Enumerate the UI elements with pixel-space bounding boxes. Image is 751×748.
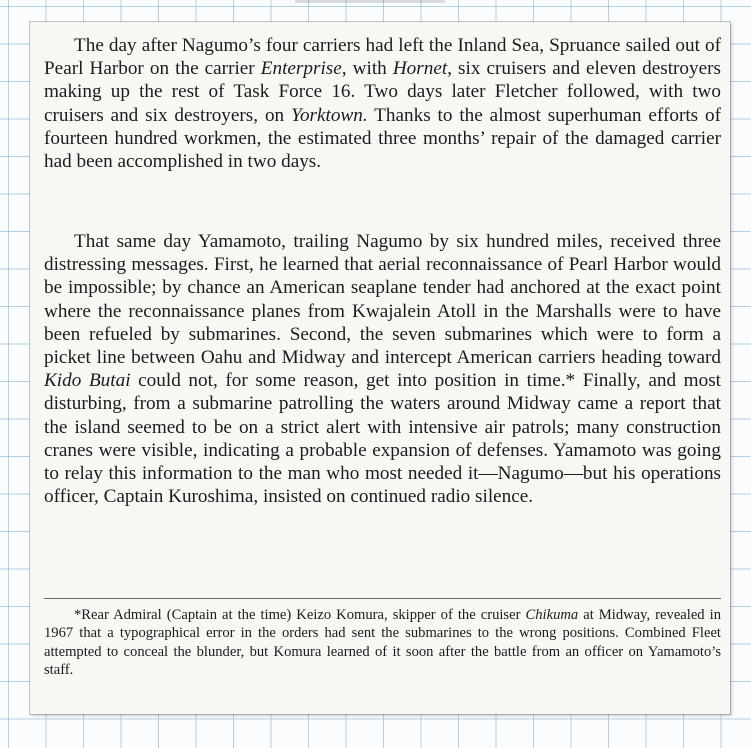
ship-name-enterprise: Enterprise, [260,58,347,80]
text-span: could not, for some reason, get into position in time.* Finally, and most disturbing, from a submarine patrolling the waters around Midway came a report that the island seemed to be on a strict alert with intensive air patrols; many construction cranes were visible, indicating a probable expansion of defenses. Yamamoto was going to relay this information to the man who most needed it—Nagumo—but his operations officer, Captain Kuroshima, insisted on continued radio silence. [44,370,721,508]
book-page-clipping [30,22,730,714]
ship-name-chikuma: Chikuma [525,607,579,623]
footnote-divider [44,598,721,599]
text-span: at Midway, revealed in 1967 that a typographical error in the orders had sent the submarines to the wrong positions. Combined Fleet attempted to conceal the blunder, but Komura learned of it soon after the battle from an officer on Yamamoto’s staff. [44,607,721,679]
text-span: Thanks to the almost superhuman efforts of fourteen hundred workmen, the estimated three months’ repair of the damaged carrier had been accomplished in two days. [44,104,721,173]
paragraph-yamamoto-messages [44,230,721,508]
ship-name-hornet: Hornet, [392,58,452,80]
text-span: six cruisers and eleven destroyers making up the rest of Task Force 16. Two days later Fletcher followed, with two cruisers and six destroyers, on [44,58,721,126]
text-span: with [346,58,393,80]
kido-butai-term: Kido Butai [44,370,131,392]
text-span: *Rear Admiral (Captain at the time) Keizo Komura, skipper of the cruiser [74,607,526,623]
paragraph-task-force-16 [44,34,721,173]
footnote [44,606,721,680]
tape-strip [295,0,445,3]
text-span: The day after Nagumo’s four carriers had left the Inland Sea, Spruance sailed out of Pearl Harbor on the carrier [44,35,721,80]
text-span: That same day Yamamoto, trailing Nagumo by six hundred miles, received three distressing messages. First, he learned that aerial reconnaissance of Pearl Harbor would be impossible; by chance an American seaplane tender had anchored at the exact point where the reconnaissance planes from Kwajalein Atoll in the Marshalls were to have been refueled by submarines. Second, the seven submarines which were to form a picket line between Oahu and Midway and intercept American carriers heading toward [44,231,721,369]
ship-name-yorktown: Yorktown. [291,104,368,126]
